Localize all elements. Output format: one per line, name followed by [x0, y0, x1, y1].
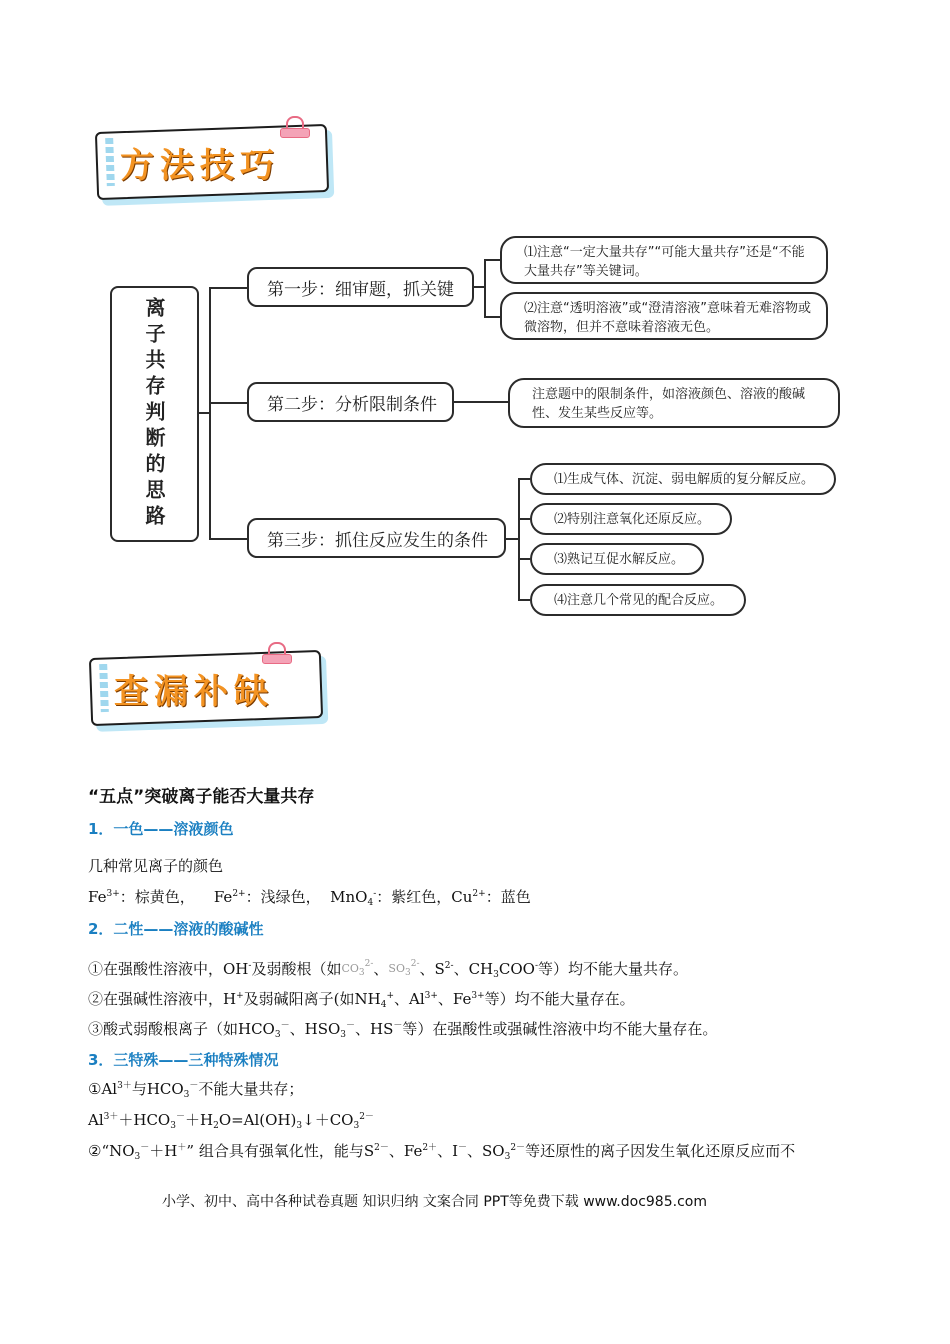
paragraph-special-1: $①Al^{3+}$与$HCO_3^-$不能大量共存；: [88, 1080, 304, 1100]
connector-line: [506, 538, 518, 540]
paragraph-strong-base: ②在强碱性溶液中，H+及弱碱阳离子(如$NH_4^+$、$Al^{3+}$、$Fe^{3+}$等）均不能大量存在。: [88, 990, 635, 1010]
paragraph-acid-salt: ③酸式弱酸根离子（如$HCO_3^-$、$HSO_3^-$、HS－等）在强酸性或强碱性溶液中均不能大量存在。: [88, 1020, 718, 1040]
section-banner-methods: [96, 128, 332, 200]
connector-line: [454, 401, 508, 403]
paragraph-special-2: $②“NO_3^-+H^+$” 组合具有强氧化性，能与$S^{2-}$、$Fe^{2+}$、I－、$SO_3^{2-}$等还原性的离子因发生氧化还原反应而不: [88, 1142, 796, 1162]
step-3-node: [247, 518, 506, 558]
paragraph-equation: $Al^{3+}+HCO_3^-+H_2O=Al(OH)_3↓+CO_3^{2-}$: [88, 1111, 374, 1131]
paragraph-ion-colors: $Fe^{3+}$：棕黄色， $Fe^{2+}$：浅绿色， MnO$_4$-：紫红色，$Cu^{2+}$：蓝色: [88, 888, 531, 908]
connector-line: [484, 259, 500, 261]
step-1-node: [247, 267, 474, 307]
paper-clip-icon: [280, 116, 308, 138]
step-1-item-1: ⑴注意“一定大量共存”“可能大量共存”还是“不能大量共存”等关键词。: [500, 236, 828, 284]
banner-title: 查漏补缺: [114, 672, 274, 712]
step-2-item: 注意题中的限制条件，如溶液颜色、溶液的酸碱性、发生某些反应等。: [508, 378, 840, 428]
paragraph-intro: 几种常见离子的颜色: [88, 857, 224, 875]
subheading-two-acidity: 2．二性——溶液的酸碱性: [88, 920, 264, 938]
paragraph-strong-acid: ①在强酸性溶液中，OH-及弱酸根（如$CO_3^{2-}$、$SO_3^{2-}$、$S^{2-}$、$CH_3COO^-$等）均不能大量共存。: [88, 959, 688, 980]
banner-stripe: [105, 138, 115, 186]
step-3-item-3: ⑶熟记互促水解反应。: [530, 543, 704, 575]
connector-line: [518, 599, 530, 601]
connector-line: [474, 286, 484, 288]
paper-clip-icon: [262, 642, 290, 664]
section-heading: “五点”突破离子能否大量共存: [88, 787, 315, 807]
connector-line: [209, 402, 247, 404]
step-1-label: 第一步：细审题，抓关键: [267, 279, 454, 300]
banner-title: 方法技巧: [120, 146, 280, 186]
step-2-node: [247, 382, 454, 422]
mindmap-root: [110, 286, 199, 542]
subheading-one-color: 1．一色——溶液颜色: [88, 820, 234, 838]
section-banner-review: [90, 654, 326, 726]
connector-line: [518, 478, 530, 480]
mindmap-root-label: 离子共存判断的思路: [142, 297, 166, 531]
step-3-item-2: ⑵特别注意氧化还原反应。: [530, 503, 732, 535]
connector-line: [484, 316, 500, 318]
connector-line: [199, 412, 209, 414]
connector-line: [518, 518, 530, 520]
step-2-label: 第二步：分析限制条件: [267, 394, 437, 415]
banner-stripe: [99, 664, 109, 712]
connector-line: [209, 538, 247, 540]
step-3-item-1: ⑴生成气体、沉淀、弱电解质的复分解反应。: [530, 463, 836, 495]
connector-line: [484, 259, 486, 317]
subheading-three-special: 3．三特殊——三种特殊情况: [88, 1051, 279, 1069]
connector-line: [209, 287, 247, 289]
connector-line: [518, 558, 530, 560]
connector-line: [209, 287, 211, 539]
page-footer: 小学、初中、高中各种试卷真题 知识归纳 文案合同 PPT等免费下载 www.doc985.com: [162, 1194, 707, 1210]
step-3-item-4: ⑷注意几个常见的配合反应。: [530, 584, 746, 616]
step-3-label: 第三步：抓住反应发生的条件: [267, 530, 488, 551]
connector-line: [518, 478, 520, 600]
step-1-item-2: ⑵注意“透明溶液”或“澄清溶液”意味着无难溶物或微溶物，但并不意味着溶液无色。: [500, 292, 828, 340]
